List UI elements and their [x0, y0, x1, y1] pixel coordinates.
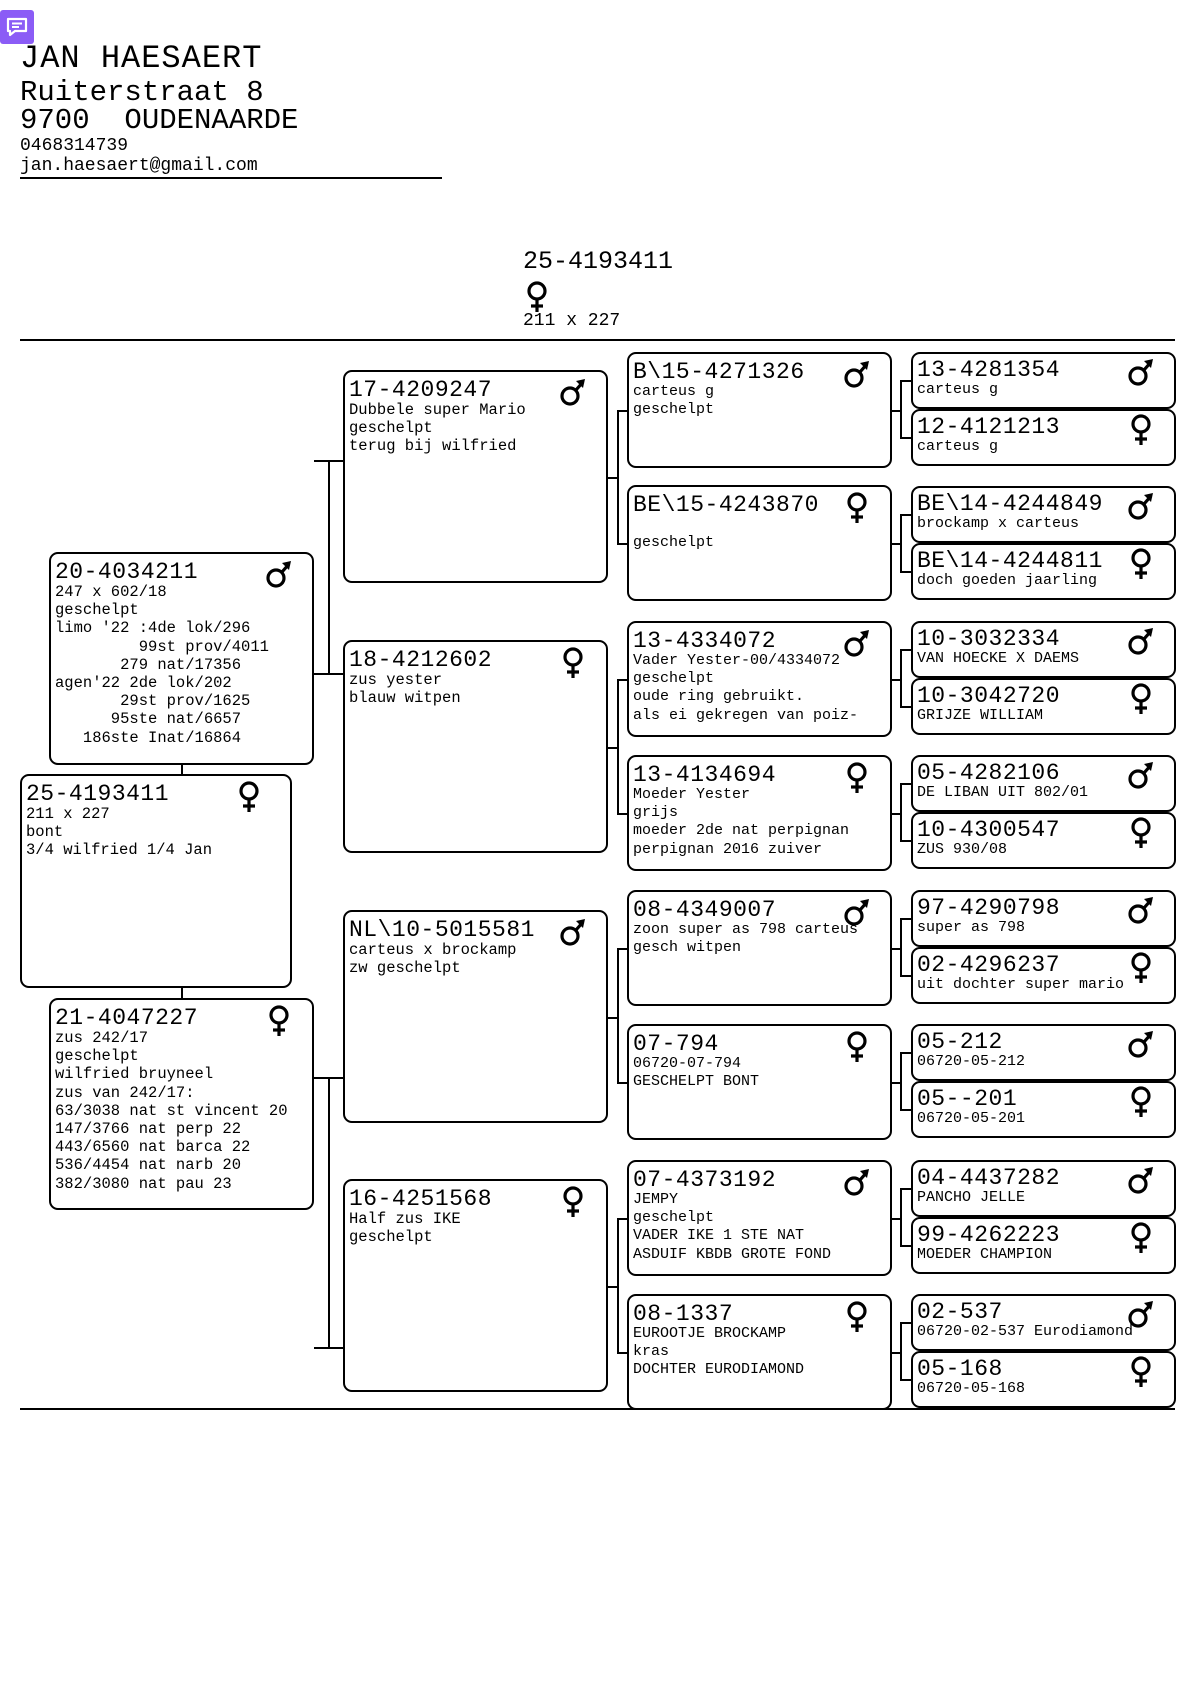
pigeon-note: oude ring gebruikt.	[633, 688, 805, 706]
ring-number: 12-4121213	[917, 414, 1061, 440]
connector-line	[329, 460, 343, 462]
owner-name: JAN HAESAERT	[20, 40, 263, 77]
female-symbol-icon	[234, 780, 264, 814]
pedigree-box-gen2[interactable]	[343, 640, 608, 853]
pigeon-note: VAN HOECKE X DAEMS	[917, 650, 1080, 667]
connector-line	[900, 1322, 902, 1381]
ring-number: 13-4281354	[917, 357, 1061, 383]
female-symbol-icon	[1126, 413, 1156, 447]
connector-line	[900, 1109, 911, 1111]
connector-line	[900, 649, 911, 651]
pedigree-box-gen3[interactable]	[627, 485, 892, 601]
male-symbol-icon	[1126, 894, 1156, 928]
pedigree-box-gen3[interactable]	[627, 1294, 892, 1410]
pigeon-note: 06720-05-201	[917, 1110, 1026, 1127]
pigeon-note: zw geschelpt	[349, 959, 461, 978]
connector-line	[329, 673, 343, 675]
pigeon-note: ZUS 930/08	[917, 841, 1008, 858]
connector-line	[900, 514, 911, 516]
pigeon-note: Moeder Yester	[633, 786, 751, 803]
connector-line	[314, 673, 329, 675]
pigeon-note: geschelpt	[55, 1047, 139, 1066]
female-symbol-icon	[1126, 1221, 1156, 1255]
female-symbol-icon	[842, 491, 872, 525]
connector-line	[617, 948, 619, 1084]
pigeon-note: 279 nat/17356	[55, 655, 242, 674]
male-symbol-icon	[1126, 759, 1156, 793]
ring-number: 13-4134694	[633, 762, 777, 788]
pedigree-box-gen4[interactable]	[911, 1160, 1176, 1217]
female-symbol-icon	[1126, 816, 1156, 850]
subject-ring: 25-4193411	[523, 247, 674, 276]
pedigree-box-gen4[interactable]	[911, 1351, 1176, 1408]
ring-number: 05-4282106	[917, 760, 1061, 786]
pigeon-note: zus 242/17	[55, 1029, 149, 1047]
pigeon-note: als ei gekregen van poiz-	[633, 706, 859, 724]
connector-line	[314, 1077, 329, 1079]
connector-line	[617, 948, 627, 950]
connector-line	[900, 380, 902, 439]
ring-number: 10-4300547	[917, 817, 1061, 843]
pigeon-note: Vader Yester-00/4334072	[633, 652, 841, 669]
female-symbol-icon	[1126, 1085, 1156, 1119]
bottom-rule	[20, 1408, 1175, 1410]
female-symbol-icon	[558, 646, 588, 680]
connector-line	[617, 679, 619, 815]
pigeon-note: carteus x brockamp	[349, 941, 517, 959]
ring-number: 16-4251568	[349, 1186, 493, 1212]
pedigree-box-gen4[interactable]	[911, 352, 1176, 409]
female-symbol-icon	[842, 1030, 872, 1064]
pigeon-note: 147/3766 nat perp 22	[55, 1120, 242, 1139]
pigeon-note: ASDUIF KBDB GROTE FOND	[633, 1245, 832, 1263]
pigeon-note: blauw witpen	[349, 689, 461, 708]
ring-number: 10-3032334	[917, 626, 1061, 652]
connector-line	[900, 1322, 911, 1324]
pigeon-note: gesch witpen	[633, 939, 742, 957]
connector-line	[900, 1245, 911, 1247]
ring-number: NL\10-5015581	[349, 917, 535, 943]
ring-number: 99-4262223	[917, 1222, 1061, 1248]
owner-phone: 0468314739	[20, 136, 129, 156]
pigeon-note: JEMPY	[633, 1191, 679, 1208]
ring-number: BE\14-4244811	[917, 548, 1103, 574]
pigeon-note: perpignan 2016 zuiver	[633, 840, 823, 858]
pigeon-note: 536/4454 nat narb 20	[55, 1156, 242, 1175]
pigeon-note: 63/3038 nat st vincent 20	[55, 1101, 288, 1120]
connector-line	[328, 460, 330, 674]
pigeon-note: geschelpt	[633, 534, 715, 552]
ring-number: 08-1337	[633, 1301, 734, 1327]
pedigree-box-gen4[interactable]	[911, 1024, 1176, 1081]
pigeon-note: 06720-02-537 Eurodiamond	[917, 1323, 1134, 1340]
pedigree-box-gen4[interactable]	[911, 755, 1176, 812]
pedigree-box-gen4[interactable]	[911, 543, 1176, 600]
ring-number: 10-3042720	[917, 683, 1061, 709]
connector-line	[900, 783, 911, 785]
male-symbol-icon	[264, 558, 294, 592]
pedigree-box-gen4[interactable]	[911, 1081, 1176, 1138]
connector-line	[617, 679, 627, 681]
female-symbol-icon	[264, 1004, 294, 1038]
pigeon-note: 99st prov/4011	[55, 637, 269, 656]
male-symbol-icon	[1126, 1298, 1156, 1332]
connector-line	[617, 1218, 619, 1354]
pigeon-note: 95ste nat/6657	[55, 710, 242, 729]
pedigree-box-gen4[interactable]	[911, 678, 1176, 735]
pigeon-note: Dubbele super Mario	[349, 401, 526, 419]
connector-line	[900, 1052, 902, 1111]
male-symbol-icon	[558, 916, 588, 950]
pedigree-box-gen3[interactable]	[627, 890, 892, 1006]
connector-line	[900, 706, 911, 708]
pigeon-note: 247 x 602/18	[55, 583, 167, 601]
pigeon-note: doch goeden jaarling	[917, 572, 1098, 589]
pigeon-note: zoon super as 798 carteus	[633, 921, 859, 938]
connector-line	[314, 460, 329, 462]
pigeon-note: DE LIBAN UIT 802/01	[917, 784, 1089, 801]
connector-line	[900, 918, 902, 977]
pedigree-box-gen4[interactable]	[911, 486, 1176, 543]
pigeon-note: zus yester	[349, 671, 443, 689]
male-symbol-icon	[1126, 625, 1156, 659]
pigeon-note: GESCHELPT BONT	[633, 1073, 760, 1091]
male-symbol-icon	[558, 376, 588, 410]
ring-number: 05-168	[917, 1356, 1003, 1382]
pigeon-note: PANCHO JELLE	[917, 1189, 1026, 1206]
ring-number: B\15-4271326	[633, 359, 805, 385]
pedigree-box-gen4[interactable]	[911, 621, 1176, 678]
pigeon-note: 382/3080 nat pau 23	[55, 1174, 232, 1193]
ring-number: 21-4047227	[55, 1005, 199, 1031]
male-symbol-icon	[842, 1166, 872, 1200]
pedigree-box-gen2[interactable]	[343, 370, 608, 583]
ring-number: 02-537	[917, 1299, 1003, 1325]
subject-parents: 211 x 227	[523, 311, 621, 331]
pedigree-box-gen2[interactable]	[343, 910, 608, 1123]
pigeon-note: DOCHTER EURODIAMOND	[633, 1361, 805, 1379]
male-symbol-icon	[1126, 1028, 1156, 1062]
pigeon-note: VADER IKE 1 STE NAT	[633, 1227, 805, 1245]
connector-line	[900, 649, 902, 708]
female-symbol-icon	[1126, 682, 1156, 716]
ring-number: 04-4437282	[917, 1165, 1061, 1191]
ring-number: 20-4034211	[55, 559, 199, 585]
pedigree-box-gen4[interactable]	[911, 409, 1176, 466]
male-symbol-icon	[1126, 1164, 1156, 1198]
ring-number: BE\15-4243870	[633, 492, 819, 518]
pedigree-box-dam[interactable]	[49, 998, 314, 1210]
connector-line	[617, 543, 627, 545]
connector-line	[617, 813, 627, 815]
connector-line	[329, 1347, 343, 1349]
connector-line	[617, 410, 627, 412]
pigeon-note: geschelpt	[633, 670, 715, 688]
pigeon-note: bont	[26, 823, 64, 842]
connector-line	[900, 783, 902, 842]
pedigree-box-gen3[interactable]	[627, 1024, 892, 1140]
pedigree-box-gen2[interactable]	[343, 1179, 608, 1392]
pigeon-note: geschelpt	[349, 419, 433, 438]
connector-line	[900, 840, 911, 842]
male-symbol-icon	[1126, 356, 1156, 390]
pigeon-note: 211 x 227	[26, 805, 110, 823]
connector-line	[314, 1347, 329, 1349]
pigeon-note: wilfried bruyneel	[55, 1065, 214, 1084]
pigeon-note: carteus g	[917, 438, 999, 455]
pedigree-box-gen4[interactable]	[911, 812, 1176, 869]
pedigree-box-self[interactable]	[20, 774, 292, 988]
pigeon-note: geschelpt	[633, 1209, 715, 1227]
pigeon-note: moeder 2de nat perpignan	[633, 822, 850, 840]
comment-icon[interactable]	[0, 10, 34, 44]
pigeon-note: zus van 242/17:	[55, 1083, 195, 1102]
owner-email[interactable]: jan.haesaert@gmail.com	[20, 156, 258, 176]
female-symbol-icon	[842, 1300, 872, 1334]
female-symbol-icon	[842, 761, 872, 795]
owner-street: Ruiterstraat 8	[20, 76, 264, 109]
ring-number: 18-4212602	[349, 647, 493, 673]
female-symbol-icon	[1126, 1355, 1156, 1389]
ring-number: 17-4209247	[349, 377, 493, 403]
pedigree-box-gen4[interactable]	[911, 947, 1176, 1004]
pigeon-note: carteus g	[917, 381, 999, 398]
ring-number: 05-212	[917, 1029, 1003, 1055]
pigeon-note: geschelpt	[349, 1228, 433, 1247]
connector-line	[900, 1188, 902, 1247]
connector-line	[900, 1379, 911, 1381]
male-symbol-icon	[1126, 490, 1156, 524]
male-symbol-icon	[842, 627, 872, 661]
pigeon-note: 186ste Inat/16864	[55, 728, 242, 747]
pigeon-note: GRIJZE WILLIAM	[917, 707, 1044, 724]
pigeon-note: Half zus IKE	[349, 1210, 461, 1228]
pigeon-note: MOEDER CHAMPION	[917, 1246, 1053, 1263]
connector-line	[617, 1082, 627, 1084]
connector-line	[328, 1077, 330, 1348]
pedigree-box-gen3[interactable]	[627, 352, 892, 468]
pigeon-note: 06720-07-794	[633, 1055, 742, 1072]
connector-line	[617, 1352, 627, 1354]
ring-number: 25-4193411	[26, 781, 170, 807]
connector-line	[900, 437, 911, 439]
female-symbol-icon	[522, 280, 552, 314]
pigeon-note: agen'22 2de lok/202	[55, 674, 232, 693]
male-symbol-icon	[842, 896, 872, 930]
connector-line	[900, 1188, 911, 1190]
pigeon-note: uit dochter super mario	[917, 976, 1125, 993]
connector-line	[617, 410, 619, 545]
ring-number: 02-4296237	[917, 952, 1061, 978]
ring-number: BE\14-4244849	[917, 491, 1103, 517]
pedigree-box-gen4[interactable]	[911, 1217, 1176, 1274]
connector-line	[900, 571, 911, 573]
pedigree-box-gen3[interactable]	[627, 755, 892, 871]
male-symbol-icon	[842, 358, 872, 392]
owner-city: 9700 OUDENAARDE	[20, 104, 299, 137]
connector-line	[900, 918, 911, 920]
connector-line	[900, 380, 911, 382]
pedigree-box-gen3[interactable]	[627, 1160, 892, 1276]
pigeon-note: terug bij wilfried	[349, 437, 517, 456]
pigeon-note: 443/6560 nat barca 22	[55, 1138, 251, 1157]
pigeon-note: 3/4 wilfried 1/4 Jan	[26, 841, 213, 860]
pigeon-note: 29st prov/1625	[55, 692, 251, 711]
ring-number: 05--201	[917, 1086, 1018, 1112]
ring-number: 07-4373192	[633, 1167, 777, 1193]
pedigree-box-sire[interactable]	[49, 552, 314, 765]
pigeon-note: 06720-05-168	[917, 1380, 1026, 1397]
pigeon-note: 06720-05-212	[917, 1053, 1026, 1070]
female-symbol-icon	[558, 1185, 588, 1219]
pigeon-note: brockamp x carteus	[917, 515, 1080, 532]
ring-number: 13-4334072	[633, 628, 777, 654]
pigeon-note: carteus g	[633, 383, 715, 400]
pigeon-note: grijs	[633, 804, 679, 822]
ring-number: 08-4349007	[633, 897, 777, 923]
pedigree-box-gen3[interactable]	[627, 621, 892, 737]
pigeon-note: super as 798	[917, 919, 1026, 936]
pigeon-note: EUROOTJE BROCKAMP	[633, 1325, 787, 1342]
pigeon-note: geschelpt	[55, 601, 139, 620]
connector-line	[900, 975, 911, 977]
header-divider	[20, 177, 442, 179]
ring-number: 07-794	[633, 1031, 719, 1057]
pigeon-note: kras	[633, 1343, 670, 1361]
ring-number: 97-4290798	[917, 895, 1061, 921]
connector-line	[900, 1052, 911, 1054]
connector-line	[900, 514, 902, 573]
pigeon-note: geschelpt	[633, 401, 715, 419]
pedigree-box-gen4[interactable]	[911, 1294, 1176, 1351]
female-symbol-icon	[1126, 547, 1156, 581]
connector-line	[617, 1218, 627, 1220]
pigeon-note: limo '22 :4de lok/296	[55, 619, 251, 638]
connector-line	[329, 1077, 343, 1079]
female-symbol-icon	[1126, 951, 1156, 985]
pedigree-box-gen4[interactable]	[911, 890, 1176, 947]
top-rule	[20, 339, 1175, 341]
